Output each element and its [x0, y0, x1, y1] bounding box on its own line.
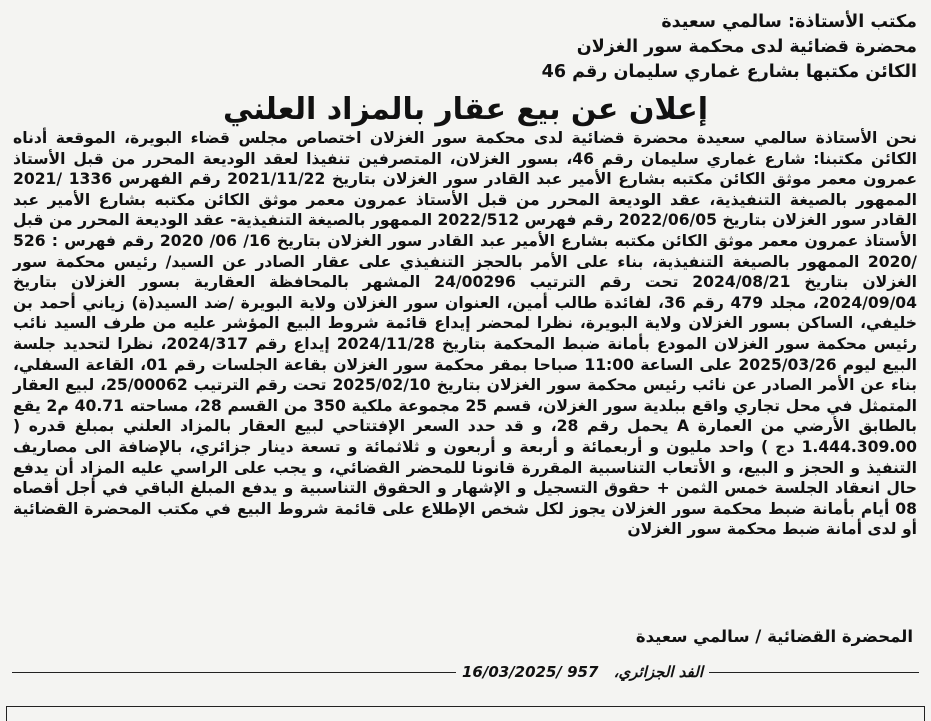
publication-name: الفد الجزائري، [613, 663, 703, 681]
signature: المحضرة القضائية / سالمي سعيدة [635, 627, 913, 646]
publication-reference: 16/03/2025/ 957 [461, 663, 599, 681]
office-name: مكتب الأستاذة: سالمي سعيدة [661, 12, 917, 32]
office-address: الكائن مكتبها بشارع غماري سليمان رقم 46 [541, 62, 917, 82]
next-article-border [6, 706, 925, 721]
announcement-body [13, 128, 917, 540]
footer-text [456, 660, 709, 684]
page-title: إعلان عن بيع عقار بالمزاد العلني [222, 92, 709, 127]
bailiff-role: محضرة قضائية لدى محكمة سور الغزلان [576, 37, 917, 57]
footer-rule [12, 660, 919, 684]
body-paragraph: نحن الأستاذة سالمي سعيدة محضرة قضائية لدى محكمة سور الغزلان اختصاص مجلس قضاء البويرة، الموقعة أدناه الكائن مكتبنا: شارع غماري سليمان رقم 46، بسور الغزلان، المتصرفين تنفيذا لعقد الوديعة المحرر من قبل الأستاذ عمرون معمر موثق الكائن مكتبه بشارع الأمير عبد القادر سور الغزلان بتاريخ 2021/11/22 رقم الفهرس 1336 /2021 الممهور بالصيغة التنفيذية، عقد الوديعة المحرر من قبل الأستاذ عمرون معمر موثق الكائن مكتبه بشارع الأمير عبد القادر سور الغزلان بتاريخ 2022/06/05 رقم فهرس 2022/512 الممهور بالصيغة التنفيذية- عقد الوديعة المحرر من قبل الأستاذ عمرون معمر موثق الكائن مكتبه بشارع الأمير عبد القادر سور الغزلان بتاريخ 16/ 06/ 2020 رقم فهرس : 526 /2020 الممهور بالصيغة التنفيذية، بناء على الأمر بالحجز التنفيذي على عقار الصادر عن السيد/ رئيس محكمة سور الغزلان بتاريخ 2024/08/21 تحت رقم الترتيب 24/00296 المشهر بالمحافظة العقارية بسور الغزلان بتاريخ 2024/09/04، مجلد 479 رقم 36، لفائدة طالب أمين، العنوان سور الغزلان ولاية البويرة /ضد السيد(ة) زياني أحمد بن خليفي، الساكن بسور الغزلان ولاية البويرة، نظرا لمحضر إيداع قائمة شروط البيع المؤشر عليه من طرف السيد نائب رئيس محكمة سور الغزلان المودع بأمانة ضبط المحكمة بتاريخ 2024/11/28 إيداع رقم 2024/317، نظرا لتحديد جلسة البيع ليوم 2025/03/26 على الساعة 11:00 صباحا بمقر محكمة سور الغزلان بقاعة الجلسات رقم 01، القاعة السفلي، بناء عن الأمر الصادر عن نائب رئيس محكمة سور الغزلان بتاريخ 2025/02/10 تحت رقم الترتيب 25/00062، لبيع العقار المتمثل في محل تجاري واقع ببلدية سور الغزلان، قسم 25 مجموعة ملكية 350 من القسم 28، مساحته 40.71 م2 يقع بالطابق الأرضي من العمارة A يحمل رقم 28، و قد حدد السعر الإفتتاحي لبيع العقار بالمزاد العلني بمبلغ قدره ( 1.444.309.00 دج ) واحد مليون و أربعمائة و أربعة و أربعون و ثلاثمائة و تسعة دينار جزائري، بالإضافة الى مصاريف التنفيذ و الحجز و البيع، و الأتعاب التناسبية المقررة قانونا للمحضر القضائي، و يجب على الراسي عليه المزاد أن يدفع حال انعقاد الجلسة خمس الثمن + حقوق التسجيل و الإشهار و الحقوق التناسبية و يدفع المبلغ الباقي في أجل أقصاه 08 أيام بأمانة ضبط محكمة سور الغزلان يجوز لكل شخص الإطلاع على قائمة شروط البيع في مكتب المحضرة القضائية أو لدى أمانة ضبط محكمة سور الغزلان [13, 129, 918, 539]
header-block [37, 10, 917, 85]
